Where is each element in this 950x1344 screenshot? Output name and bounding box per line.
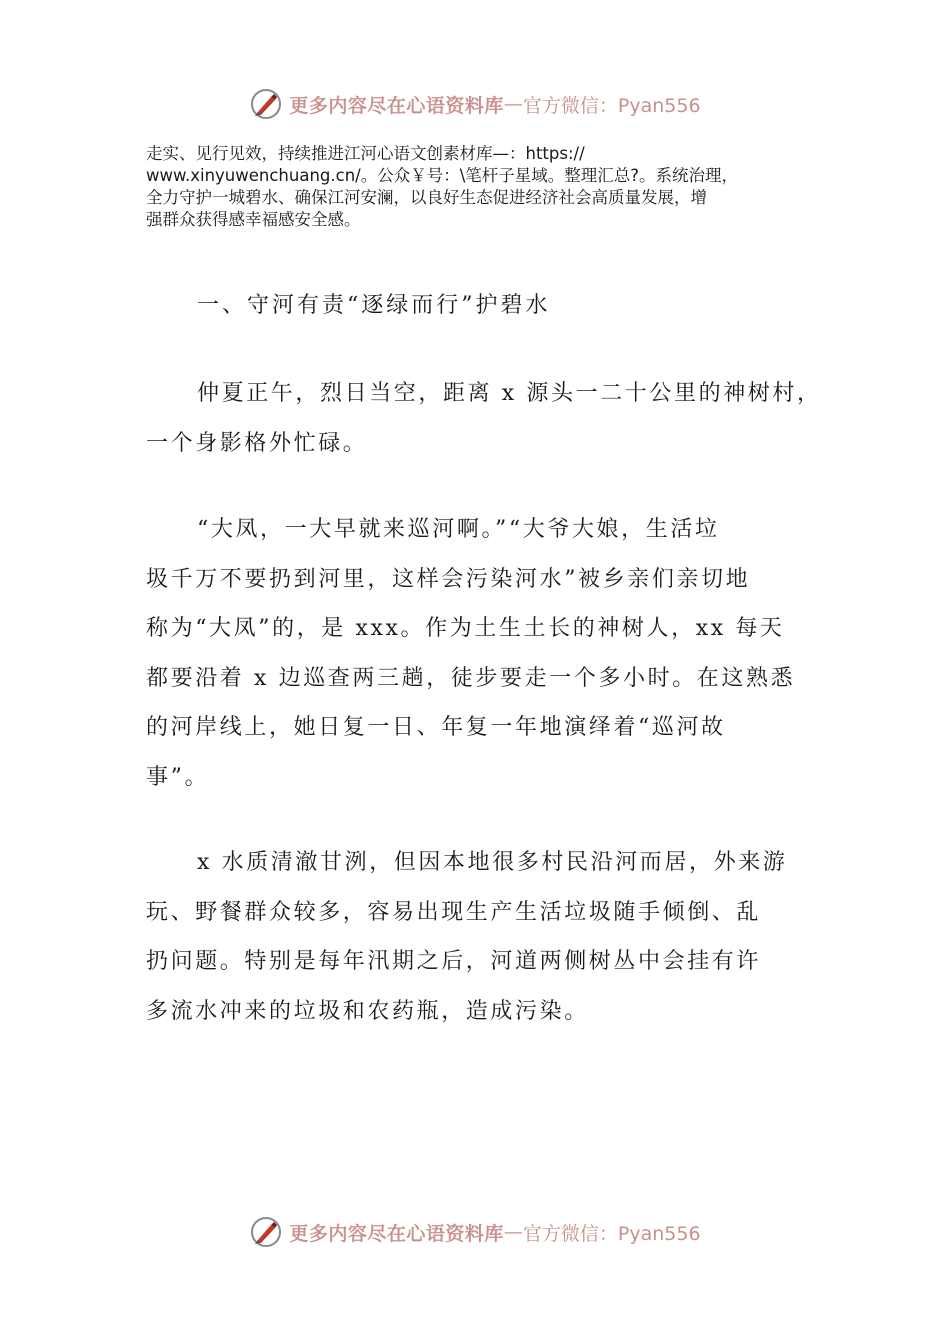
pen-logo-icon	[249, 1215, 283, 1249]
body-paragraph-3	[146, 838, 826, 1036]
intro-text	[146, 143, 806, 231]
paragraph-line: 称为“大凤”的，是 xxx。作为土生土长的神树人，xx 每天	[146, 616, 785, 642]
banner-wechat: 官方微信：Pyan556	[522, 1222, 701, 1245]
paragraph-line: 圾千万不要扔到河里，这样会污染河水”被乡亲们亲切地	[146, 566, 751, 592]
footer-banner	[0, 1212, 950, 1252]
header-banner	[0, 84, 950, 124]
intro-line: 强群众获得感幸福感安全感。	[146, 210, 361, 229]
banner-wechat: 官方微信：Pyan556	[522, 94, 701, 117]
paragraph-line: 仲夏正午，烈日当空，距离 x 源头一二十公里的神树村，	[197, 381, 822, 406]
paragraph-line: 扔问题。特别是每年汛期之后，河道两侧树丛中会挂有许	[146, 949, 762, 975]
body-paragraph-2	[146, 505, 826, 803]
paragraph-line: 的河岸线上，她日复一日、年复一年地演绎着“巡河故	[146, 715, 726, 741]
intro-line: 走实、见行见效，持续推进江河心语文创素材库—：https://	[146, 144, 585, 163]
paragraph-line: “大凤，一大早就来巡河啊。”“大爷大娘，生活垃	[197, 517, 720, 542]
paragraph-line: 事”。	[146, 764, 210, 790]
banner-separator: —	[503, 93, 523, 115]
paragraph-line: x 水质清澈甘洌，但因本地很多村民沿河而居，外来游	[197, 850, 788, 875]
banner-brand: 更多内容尽在心语资料库	[289, 94, 504, 117]
section-heading: 一、守河有责“逐绿而行”护碧水	[197, 293, 551, 318]
intro-line: www.xinyuwenchuang.cn/。公众￥号：\笔杆子星域。整理汇总?。系统治理，	[146, 166, 739, 185]
paragraph-line: 都要沿着 x 边巡查两三趟，徒步要走一个多小时。在这熟悉	[146, 665, 796, 691]
paragraph-line: 一个身影格外忙碌。	[146, 430, 368, 456]
body-paragraph-1	[146, 369, 826, 468]
banner-brand: 更多内容尽在心语资料库	[289, 1222, 504, 1245]
pen-logo-icon	[249, 87, 283, 121]
banner-separator: —	[503, 1221, 523, 1243]
paragraph-line: 多流水冲来的垃圾和农药瓶，造成污染。	[146, 998, 589, 1024]
paragraph-line: 玩、野餐群众较多，容易出现生产生活垃圾随手倾倒、乱	[146, 899, 762, 925]
intro-line: 全力守护一城碧水、确保江河安澜，以良好生态促进经济社会高质量发展，增	[146, 188, 707, 207]
